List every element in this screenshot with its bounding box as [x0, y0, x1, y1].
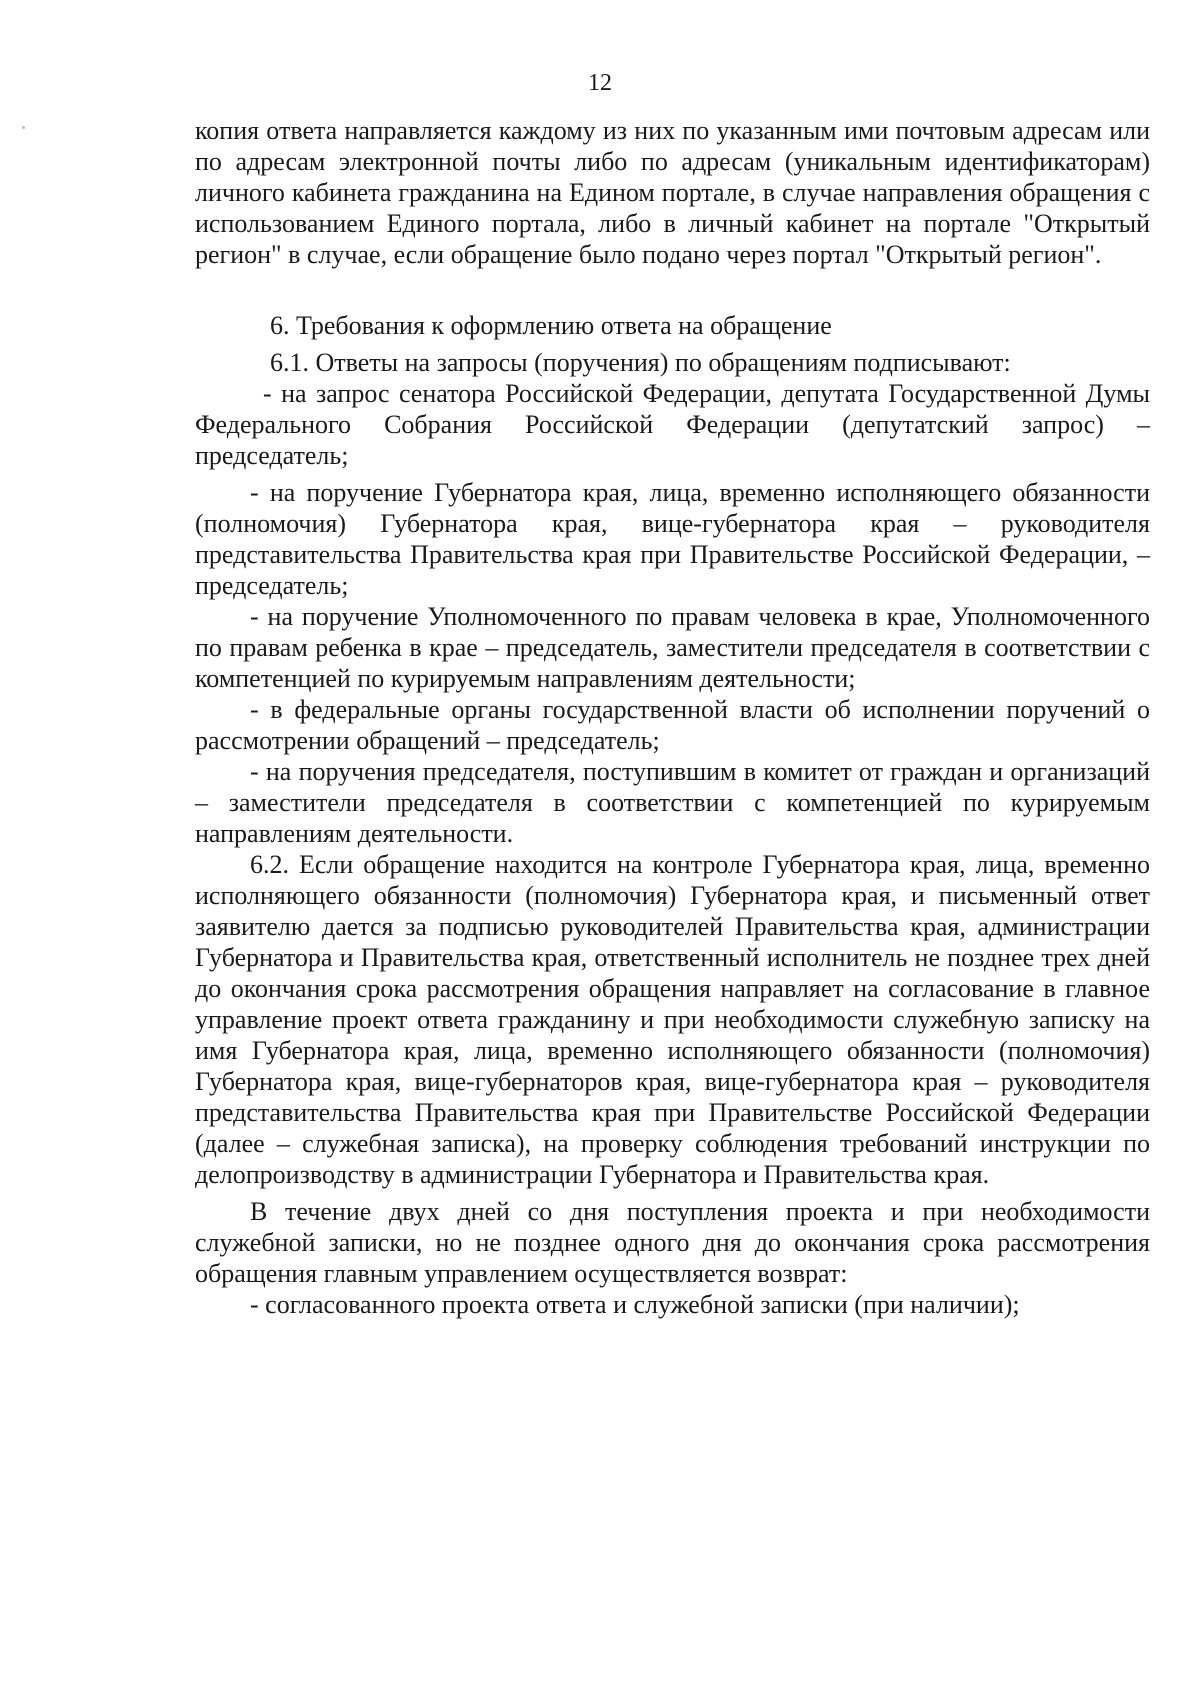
page-number: 12 [588, 70, 612, 96]
list-item-federal-bodies: - в федеральные органы государственной власти об исполнении поручений о рассмотрении обращений – председатель; [195, 695, 1150, 755]
section-heading: 6. Требования к оформлению ответа на обращение [270, 311, 832, 340]
list-item-ombudsman: - на поручение Уполномоченного по правам человека в крае, Уполномоченного по правам ребенка в крае – председатель, заместители председателя в соответствии с компетенцией по курируемым направлениям деятельности; [195, 602, 1150, 693]
scan-speck [22, 126, 25, 129]
paragraph-return-period: В течение двух дней со дня поступления проекта и при необходимости служебной записки, но не позднее одного дня до окончания срока рассмотрения обращения главным управлением осуществляется возврат: [195, 1197, 1150, 1288]
document-body [195, 115, 1150, 1320]
list-item-governor: - на поручение Губернатора края, лица, временно исполняющего обязанности (полномочия) Губернатора края, вице-губернатора края – руководителя представительства Правительства края при Правительстве Российской Федерации, – председатель; [195, 478, 1150, 600]
paragraph-continuation: копия ответа направляется каждому из них по указанным ими почтовым адресам или по адресам электронной почты либо по адресам (уникальным идентификаторам) личного кабинета гражданина на Едином портале, в случае направления обращения с использованием Единого портала, либо в личный кабинет на портале "Открытый регион" в случае, если обращение было подано через портал "Открытый регион". [195, 116, 1150, 269]
paragraph-6-1: 6.1. Ответы на запросы (поручения) по обращениям подписывают: [270, 348, 1011, 377]
list-item-chairman-orders: - на поручения председателя, поступившим в комитет от граждан и организаций – заместители председателя в соответствии с компетенцией по курируемым направлениям деятельности. [195, 757, 1150, 848]
list-item-approved-draft: - согласованного проекта ответа и служебной записки (при наличии); [250, 1290, 1020, 1319]
list-item-senator: - на запрос сенатора Российской Федерации, депутата Государственной Думы Федерального Собрания Российской Федерации (депутатский запрос) – председатель; [195, 379, 1150, 470]
paragraph-6-2: 6.2. Если обращение находится на контроле Губернатора края, лица, временно исполняющего обязанности (полномочия) Губернатора края, и письменный ответ заявителю дается за подписью руководителей Правительства края, администрации Губернатора и Правительства края, ответственный исполнитель не позднее трех дней до окончания срока рассмотрения обращения направляет на согласование в главное управление проект ответа гражданину и при необходимости служебную записку на имя Губернатора края, лица, временно исполняющего обязанности (полномочия) Губернатора края, вице-губернаторов края, вице-губернатора края – руководителя представительства Правительства края при Правительстве Российской Федерации (далее – служебная записка), на проверку соблюдения требований инструкции по делопроизводству в администрации Губернатора и Правительства края. [195, 850, 1150, 1189]
